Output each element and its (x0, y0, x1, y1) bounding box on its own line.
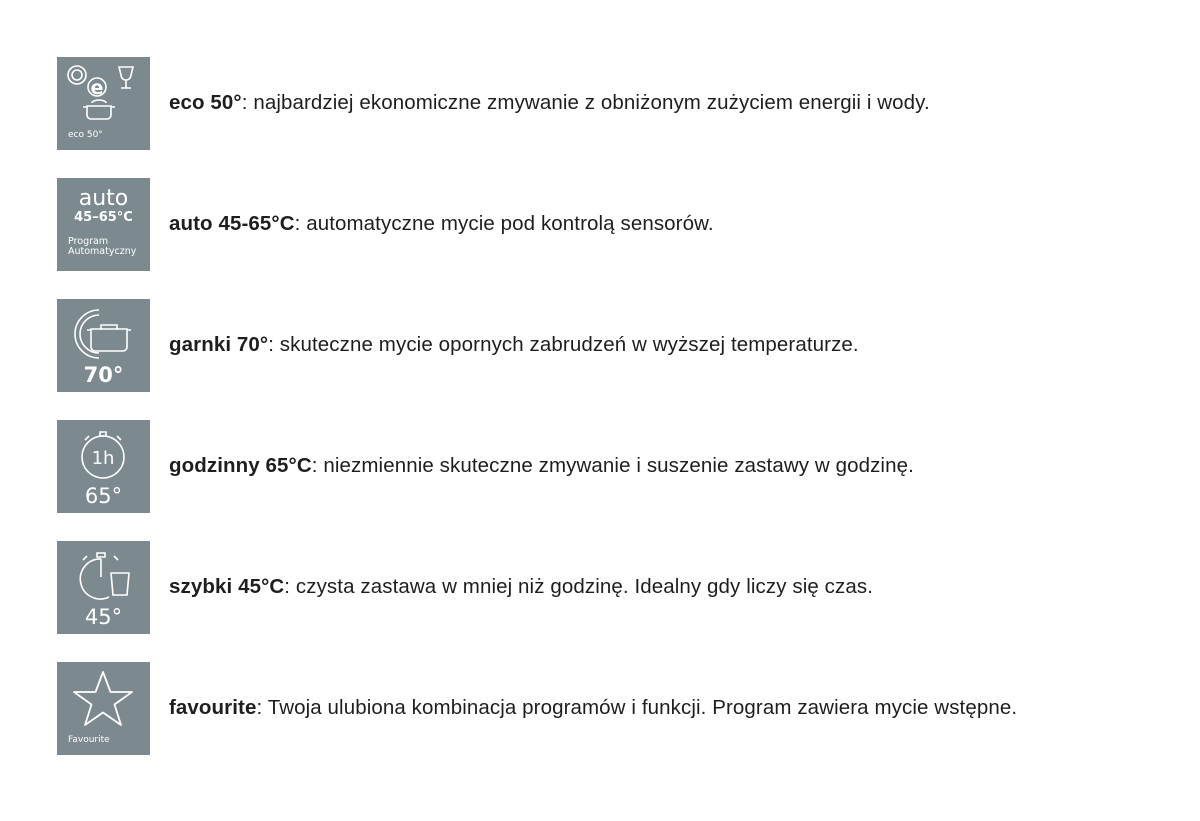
program-text: : skuteczne mycie opornych zabrudzeń w wyższej temperaturze. (268, 333, 859, 357)
program-description (169, 696, 1017, 721)
program-row-auto (57, 178, 714, 271)
program-text: : najbardziej ekonomiczne zmywanie z obniżonym zużyciem energii i wody. (241, 91, 930, 115)
program-name: szybki 45°C (169, 575, 285, 599)
icon-caption: 65° (84, 484, 123, 508)
program-row-eco (57, 57, 930, 150)
program-row-pots (57, 299, 859, 392)
program-description (169, 575, 873, 600)
icon-caption-range: 45–65°C (74, 210, 133, 225)
eco-dishes-icon (57, 57, 150, 150)
icon-caption: eco 50° (68, 130, 103, 140)
program-name: auto 45-65°C (169, 212, 295, 236)
program-text: : czysta zastawa w mniej niż godzinę. Idealny gdy liczy się czas. (284, 575, 873, 599)
program-text: : automatyczne mycie pod kontrolą sensorów. (294, 212, 714, 236)
icon-caption: 45° (84, 605, 123, 629)
auto-program-icon (57, 178, 150, 271)
program-description (169, 454, 914, 479)
program-description (169, 333, 859, 358)
svg-text:e: e (90, 77, 104, 99)
program-text: : niezmiennie skuteczne zmywanie i suszenie zastawy w godzinę. (311, 454, 914, 478)
icon-inner-label: 1h (91, 448, 115, 469)
stopwatch-1h-icon (57, 420, 150, 513)
program-description (169, 91, 930, 116)
program-row-quick (57, 541, 873, 634)
icon-caption-main: auto (78, 186, 129, 211)
program-name: godzinny 65°C (169, 454, 312, 478)
program-text: : Twoja ulubiona kombinacja programów i funkcji. Program zawiera mycie wstępne. (256, 696, 1018, 720)
program-row-hourly (57, 420, 914, 513)
program-name: favourite (169, 696, 257, 720)
program-name: garnki 70° (169, 333, 269, 357)
icon-caption: 70° (83, 363, 124, 387)
program-name: eco 50° (169, 91, 242, 115)
star-icon (57, 662, 150, 755)
icon-caption-sub: Program Automatyczny (68, 236, 137, 257)
stopwatch-glass-icon (57, 541, 150, 634)
pot-plate-icon (57, 299, 150, 392)
program-description (169, 212, 714, 237)
program-row-favourite (57, 662, 1017, 755)
icon-caption: Favourite (68, 735, 110, 745)
